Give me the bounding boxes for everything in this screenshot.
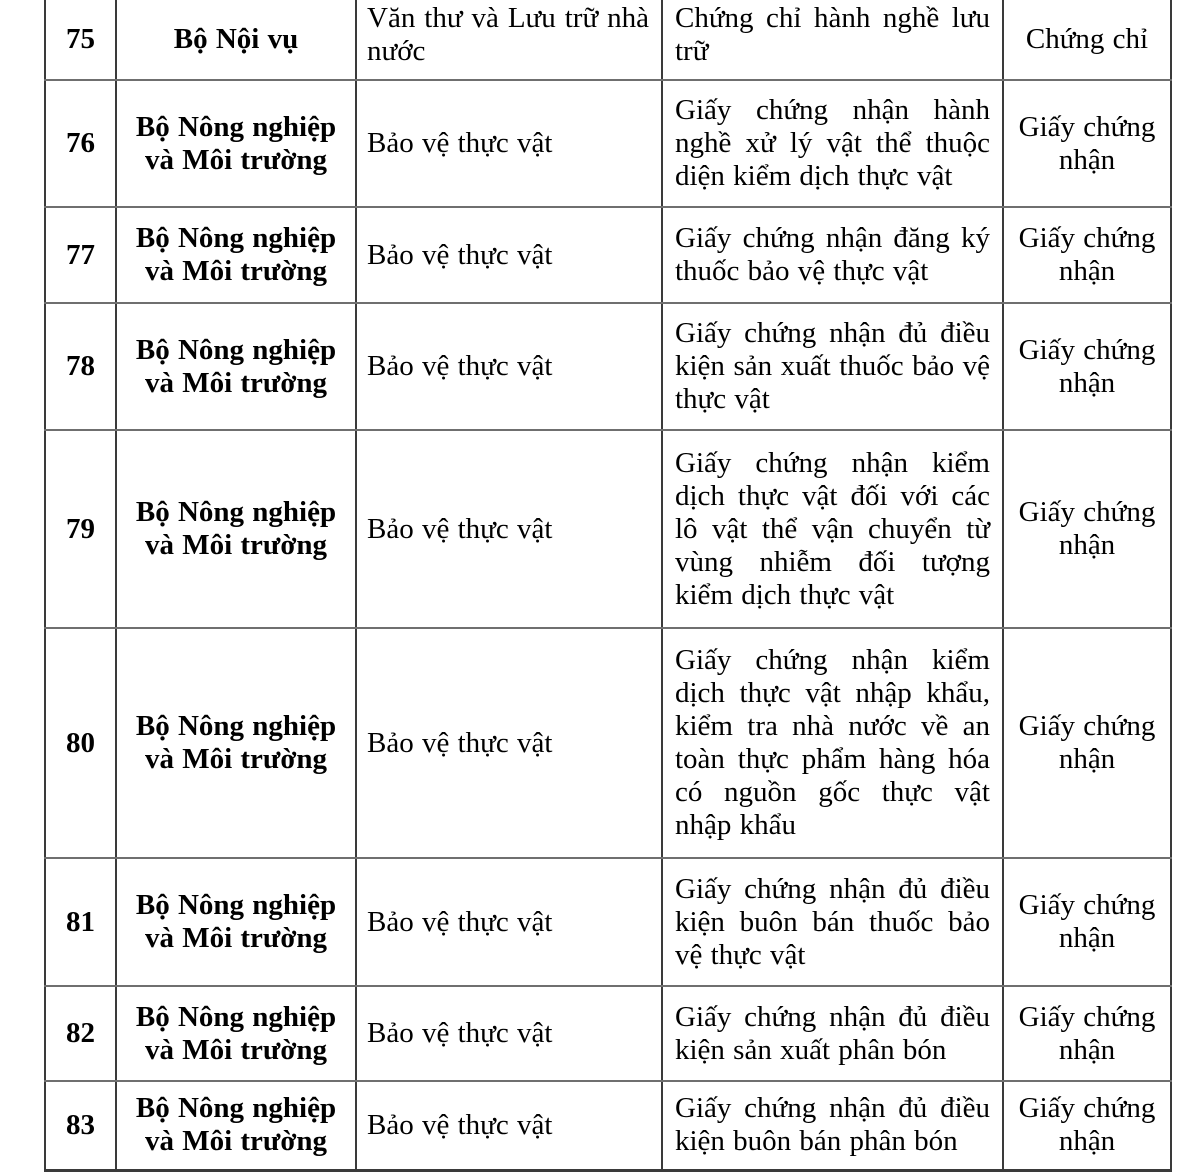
row-number-cell: 76	[45, 80, 116, 207]
result-type-cell: Giấy chứng nhận	[1003, 986, 1171, 1081]
row-number-cell: 83	[45, 1081, 116, 1170]
procedure-name-cell: Giấy chứng nhận đủ điều kiện sản xuất thuốc bảo vệ thực vật	[662, 303, 1003, 430]
result-type-cell: Giấy chứng nhận	[1003, 858, 1171, 986]
table-row	[45, 430, 1171, 628]
result-type-cell: Giấy chứng nhận	[1003, 207, 1171, 303]
field-cell: Bảo vệ thực vật	[356, 1081, 662, 1170]
ministry-cell: Bộ Nông nghiệp và Môi trường	[116, 858, 356, 986]
ministry-cell: Bộ Nông nghiệp và Môi trường	[116, 1081, 356, 1170]
ministry-cell: Bộ Nông nghiệp và Môi trường	[116, 207, 356, 303]
table-row	[45, 628, 1171, 858]
procedure-name-cell: Giấy chứng nhận đăng ký thuốc bảo vệ thực vật	[662, 207, 1003, 303]
row-number-cell: 82	[45, 986, 116, 1081]
procedure-name-cell: Giấy chứng nhận kiểm dịch thực vật đối với các lô vật thể vận chuyển từ vùng nhiễm đối tượng kiểm dịch thực vật	[662, 430, 1003, 628]
procedure-name-cell: Chứng chỉ hành nghề lưu trữ	[662, 0, 1003, 80]
table-row	[45, 303, 1171, 430]
procedure-name-cell: Giấy chứng nhận đủ điều kiện sản xuất phân bón	[662, 986, 1003, 1081]
field-cell: Bảo vệ thực vật	[356, 986, 662, 1081]
table-row	[45, 207, 1171, 303]
row-number-cell: 79	[45, 430, 116, 628]
table-row	[45, 1081, 1171, 1170]
table-row	[45, 80, 1171, 207]
result-type-cell: Giấy chứng nhận	[1003, 303, 1171, 430]
ministry-cell: Bộ Nông nghiệp và Môi trường	[116, 628, 356, 858]
field-cell: Bảo vệ thực vật	[356, 207, 662, 303]
result-type-cell: Giấy chứng nhận	[1003, 628, 1171, 858]
procedure-name-cell: Giấy chứng nhận đủ điều kiện buôn bán phân bón	[662, 1081, 1003, 1170]
result-type-cell: Giấy chứng nhận	[1003, 1081, 1171, 1170]
ministry-cell: Bộ Nông nghiệp và Môi trường	[116, 430, 356, 628]
result-type-cell: Giấy chứng nhận	[1003, 430, 1171, 628]
row-number-cell: 77	[45, 207, 116, 303]
procedure-name-cell: Giấy chứng nhận hành nghề xử lý vật thể thuộc diện kiểm dịch thực vật	[662, 80, 1003, 207]
ministry-cell: Bộ Nông nghiệp và Môi trường	[116, 986, 356, 1081]
procedure-name-cell: Giấy chứng nhận kiểm dịch thực vật nhập khẩu, kiểm tra nhà nước về an toàn thực phẩm hàng hóa có nguồn gốc thực vật nhập khẩu	[662, 628, 1003, 858]
field-cell: Bảo vệ thực vật	[356, 430, 662, 628]
result-type-cell: Giấy chứng nhận	[1003, 80, 1171, 207]
ministry-cell: Bộ Nông nghiệp và Môi trường	[116, 80, 356, 207]
field-cell: Bảo vệ thực vật	[356, 858, 662, 986]
table-row	[45, 0, 1171, 80]
procedure-name-cell: Giấy chứng nhận đủ điều kiện buôn bán thuốc bảo vệ thực vật	[662, 858, 1003, 986]
field-cell: Bảo vệ thực vật	[356, 303, 662, 430]
row-number-cell: 75	[45, 0, 116, 80]
ministry-cell: Bộ Nội vụ	[116, 0, 356, 80]
procedures-table	[44, 0, 1172, 1172]
ministry-cell: Bộ Nông nghiệp và Môi trường	[116, 303, 356, 430]
field-cell: Bảo vệ thực vật	[356, 80, 662, 207]
row-number-cell: 81	[45, 858, 116, 986]
field-cell: Bảo vệ thực vật	[356, 628, 662, 858]
row-number-cell: 80	[45, 628, 116, 858]
result-type-cell: Chứng chỉ	[1003, 0, 1171, 80]
field-cell: Văn thư và Lưu trữ nhà nước	[356, 0, 662, 80]
row-number-cell: 78	[45, 303, 116, 430]
table-row	[45, 986, 1171, 1081]
table-row	[45, 858, 1171, 986]
